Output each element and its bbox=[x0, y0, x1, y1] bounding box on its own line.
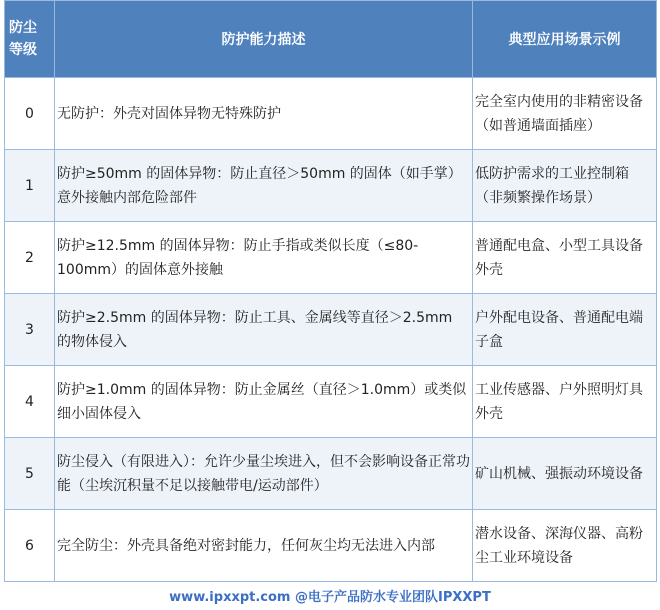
level-cell: 6 bbox=[5, 510, 55, 582]
header-example: 典型应用场景示例 bbox=[473, 1, 657, 78]
level-cell: 5 bbox=[5, 438, 55, 510]
header-description: 防护能力描述 bbox=[55, 1, 473, 78]
example-cell: 户外配电设备、普通配电端子盒 bbox=[473, 294, 657, 366]
description-cell: 防护≥50mm 的固体异物：防止直径＞50mm 的固体（如手掌）意外接触内部危险部件 bbox=[55, 150, 473, 222]
description-cell: 防尘侵入（有限进入）：允许少量尘埃进入，但不会影响设备正常功能（尘埃沉积量不足以接触带电/运动部件） bbox=[55, 438, 473, 510]
example-cell: 矿山机械、强振动环境设备 bbox=[473, 438, 657, 510]
level-cell: 1 bbox=[5, 150, 55, 222]
description-cell: 完全防尘：外壳具备绝对密封能力，任何灰尘均无法进入内部 bbox=[55, 510, 473, 582]
example-cell: 潜水设备、深海仪器、高粉尘工业环境设备 bbox=[473, 510, 657, 582]
table-row bbox=[5, 510, 657, 582]
header-level: 防尘 等级 bbox=[5, 1, 55, 78]
description-cell: 防护≥1.0mm 的固体异物：防止金属丝（直径＞1.0mm）或类似细小固体侵入 bbox=[55, 366, 473, 438]
description-cell: 防护≥2.5mm 的固体异物：防止工具、金属线等直径＞2.5mm 的物体侵入 bbox=[55, 294, 473, 366]
description-cell: 无防护：外壳对固体异物无特殊防护 bbox=[55, 78, 473, 150]
example-cell: 普通配电盒、小型工具设备外壳 bbox=[473, 222, 657, 294]
table-row bbox=[5, 222, 657, 294]
example-cell: 低防护需求的工业控制箱（非频繁操作场景） bbox=[473, 150, 657, 222]
table-row bbox=[5, 150, 657, 222]
level-cell: 4 bbox=[5, 366, 55, 438]
description-cell: 防护≥12.5mm 的固体异物：防止手指或类似长度（≤80-100mm）的固体意外接触 bbox=[55, 222, 473, 294]
level-cell: 0 bbox=[5, 78, 55, 150]
level-cell: 2 bbox=[5, 222, 55, 294]
dust-protection-table bbox=[4, 0, 657, 582]
footer-url: www.ipxxpt.com bbox=[169, 590, 291, 605]
level-cell: 3 bbox=[5, 294, 55, 366]
header-row bbox=[5, 1, 657, 78]
example-cell: 完全室内使用的非精密设备（如普通墙面插座） bbox=[473, 78, 657, 150]
table-row bbox=[5, 294, 657, 366]
watermark-footer bbox=[0, 586, 660, 605]
table-row bbox=[5, 438, 657, 510]
example-cell: 工业传感器、户外照明灯具外壳 bbox=[473, 366, 657, 438]
footer-handle: @电子产品防水专业团队IPXXPT bbox=[295, 590, 491, 605]
table-row bbox=[5, 78, 657, 150]
table-row bbox=[5, 366, 657, 438]
